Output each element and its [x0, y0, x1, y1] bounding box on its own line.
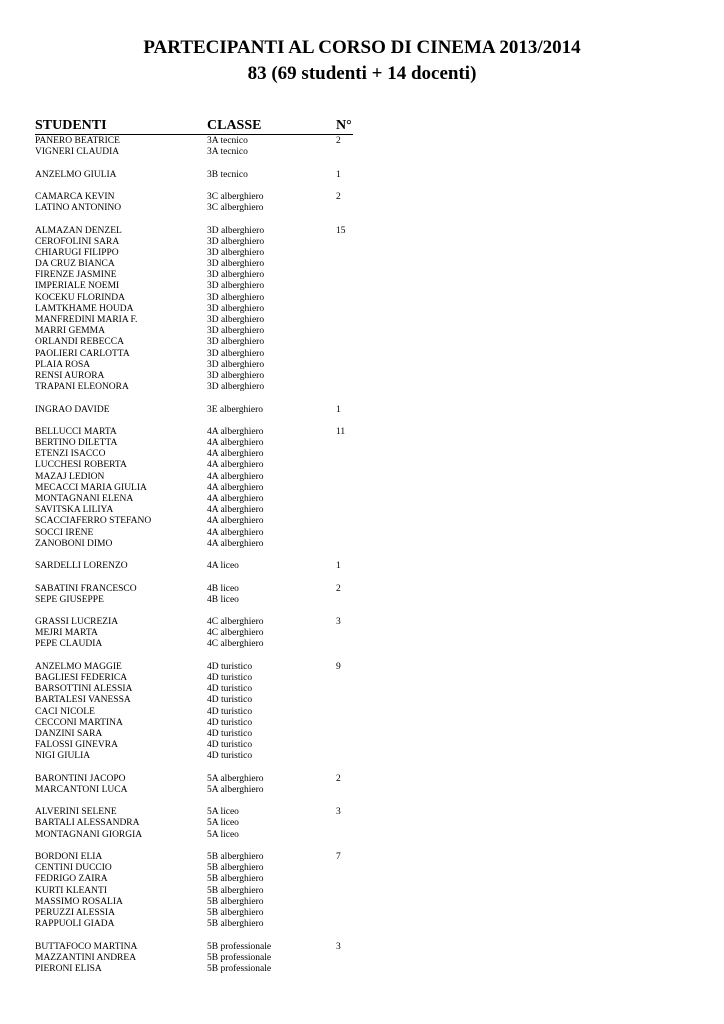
table-row [35, 908, 365, 919]
student-class: 3D alberghiero [207, 348, 265, 359]
class-group [35, 584, 365, 606]
table-row [35, 360, 365, 371]
table-row [35, 237, 365, 248]
student-name: BUTTAFOCO MARTINA [35, 941, 138, 952]
student-class: 4A alberghiero [207, 527, 264, 538]
table-row [35, 259, 365, 270]
group-count: 11 [336, 426, 346, 437]
student-name: SAVITSKA LILIYA [35, 505, 114, 516]
student-class: 4D turistico [207, 673, 253, 683]
student-name: IMPERIALE NOEMI [35, 281, 120, 292]
student-name: MECACCI MARIA GIULIA [35, 482, 147, 493]
table-row [35, 964, 365, 975]
student-class: 4D turistico [207, 684, 253, 695]
student-class: 3A tecnico [207, 136, 248, 146]
student-name: BARTALI ALESSANDRA [35, 818, 140, 829]
table-row [35, 628, 365, 639]
student-name: PERUZZI ALESSIA [35, 907, 115, 918]
student-name: BARONTINI JACOPO [35, 773, 126, 784]
student-name: MARCANTONI LUCA [35, 784, 128, 795]
table-row [35, 729, 365, 740]
student-name: ORLANDI REBECCA [35, 337, 124, 348]
student-name: PAOLIERI CARLOTTA [35, 348, 130, 359]
table-row [35, 170, 365, 181]
student-name: SARDELLI LORENZO [35, 561, 128, 572]
header-classe: CLASSE [207, 118, 262, 133]
student-name: GRASSI LUCREZIA [35, 617, 119, 628]
table-row [35, 371, 365, 382]
table-row [35, 248, 365, 259]
table-row [35, 852, 365, 863]
group-count: 15 [336, 225, 346, 236]
table-row [35, 539, 365, 550]
student-class: 3D alberghiero [207, 326, 265, 337]
table-row [35, 382, 365, 393]
student-name: ETENZI ISACCO [35, 449, 106, 460]
student-name: PANERO BEATRICE [35, 136, 120, 146]
student-name: MEJRI MARTA [35, 628, 98, 639]
student-name: LATINO ANTONINO [35, 203, 122, 214]
student-class: 4D turistico [207, 717, 253, 728]
student-class: 4A alberghiero [207, 516, 264, 527]
class-group [35, 807, 365, 841]
table-row [35, 293, 365, 304]
table-row [35, 863, 365, 874]
class-group [35, 617, 365, 651]
table-row [35, 472, 365, 483]
student-name: MAZZANTINI ANDREA [35, 952, 137, 963]
group-count: 1 [336, 169, 341, 180]
student-class: 5B professionale [207, 941, 272, 952]
table-row [35, 315, 365, 326]
group-count: 3 [336, 807, 341, 818]
table-header [35, 118, 353, 135]
student-name: MAZAJ LEDION [35, 471, 105, 482]
student-name: FEDRIGO ZAIRA [35, 874, 108, 885]
student-name: CECCONI MARTINA [35, 717, 123, 728]
class-group [35, 170, 365, 181]
table-row [35, 785, 365, 796]
header-studenti: STUDENTI [35, 118, 107, 133]
student-name: KOCEKU FLORINDA [35, 292, 125, 303]
student-name: ALVERINI SELENE [35, 807, 117, 818]
student-name: LAMTKHAME HOUDA [35, 303, 134, 314]
table-row [35, 639, 365, 650]
table-row [35, 405, 365, 416]
class-group [35, 226, 365, 394]
student-class: 3D alberghiero [207, 337, 265, 348]
table-row [35, 874, 365, 885]
group-count: 2 [336, 191, 341, 202]
student-class: 3D alberghiero [207, 270, 265, 281]
table-row [35, 147, 365, 158]
student-class: 5A liceo [207, 829, 239, 840]
group-count: 7 [336, 852, 341, 862]
class-group [35, 662, 365, 763]
table-row [35, 304, 365, 315]
student-name: RAPPUOLI GIADA [35, 919, 115, 930]
student-class: 3D alberghiero [207, 259, 265, 270]
student-class: 5B professionale [207, 963, 272, 974]
table-row [35, 203, 365, 214]
student-class: 3D alberghiero [207, 247, 265, 258]
group-count: 2 [336, 773, 341, 784]
table-row [35, 326, 365, 337]
student-class: 5A liceo [207, 807, 239, 818]
table-row [35, 528, 365, 539]
student-class: 4A alberghiero [207, 494, 264, 504]
student-class: 3B tecnico [207, 169, 248, 180]
table-row [35, 337, 365, 348]
student-name: MARRI GEMMA [35, 326, 105, 337]
group-count: 9 [336, 661, 341, 672]
student-class: 3A tecnico [207, 147, 248, 158]
group-count: 3 [336, 941, 341, 952]
student-class: 5B alberghiero [207, 896, 264, 907]
table-row [35, 897, 365, 908]
student-class: 4D turistico [207, 706, 253, 717]
page-title: PARTECIPANTI AL CORSO DI CINEMA 2013/2014 [143, 37, 581, 58]
table-row [35, 449, 365, 460]
student-name: PLAIA ROSA [35, 359, 91, 370]
student-class: 5B alberghiero [207, 919, 264, 930]
student-class: 4C alberghiero [207, 639, 264, 650]
student-class: 4A liceo [207, 561, 239, 572]
student-name: BARTALESI VANESSA [35, 695, 131, 706]
student-name: INGRAO DAVIDE [35, 404, 110, 415]
student-class: 4A alberghiero [207, 538, 264, 549]
student-class: 4D turistico [207, 695, 253, 706]
student-class: 5B alberghiero [207, 907, 264, 918]
student-name: CHIARUGI FILIPPO [35, 247, 119, 258]
student-name: LUCCHESI ROBERTA [35, 460, 127, 471]
group-count: 2 [336, 136, 341, 146]
student-name: MONTAGNANI GIORGIA [35, 829, 143, 840]
table-row [35, 751, 365, 762]
table-row [35, 349, 365, 360]
table-row [35, 595, 365, 606]
class-group [35, 192, 365, 214]
table-row [35, 695, 365, 706]
table-row [35, 707, 365, 718]
student-class: 3D alberghiero [207, 359, 265, 370]
student-name: SABATINI FRANCESCO [35, 583, 137, 594]
student-name: BERTINO DILETTA [35, 438, 118, 449]
class-group [35, 405, 365, 416]
student-name: CENTINI DUCCIO [35, 863, 112, 874]
table-row [35, 226, 365, 237]
student-class: 3D alberghiero [207, 292, 265, 303]
student-name: DA CRUZ BIANCA [35, 259, 115, 270]
student-class: 5A alberghiero [207, 784, 264, 795]
student-name: TRAPANI ELEONORA [35, 382, 129, 393]
student-name: NIGI GIULIA [35, 751, 91, 762]
student-class: 5B alberghiero [207, 852, 264, 862]
student-name: CAMARCA KEVIN [35, 191, 115, 202]
table-row [35, 673, 365, 684]
table-row [35, 830, 365, 841]
student-class: 5B alberghiero [207, 885, 264, 896]
class-group [35, 852, 365, 930]
student-class: 4B liceo [207, 594, 239, 605]
student-class: 3D alberghiero [207, 281, 265, 292]
table-row [35, 818, 365, 829]
student-name: BELLUCCI MARTA [35, 426, 117, 437]
student-name: BARSOTTINI ALESSIA [35, 684, 133, 695]
student-name: ZANOBONI DIMO [35, 538, 113, 549]
student-name: DANZINI SARA [35, 728, 103, 739]
student-class: 5B alberghiero [207, 874, 264, 885]
student-class: 4A alberghiero [207, 505, 264, 516]
student-class: 3D alberghiero [207, 236, 265, 247]
student-class: 5B professionale [207, 952, 272, 963]
table-row [35, 516, 365, 527]
student-class: 4D turistico [207, 661, 253, 672]
table-row [35, 483, 365, 494]
student-name: CEROFOLINI SARA [35, 236, 120, 247]
student-class: 4B liceo [207, 583, 239, 594]
student-class: 4A alberghiero [207, 471, 264, 482]
student-class: 4D turistico [207, 728, 253, 739]
student-name: MASSIMO ROSALIA [35, 896, 123, 907]
table-row [35, 270, 365, 281]
student-class: 4C alberghiero [207, 628, 264, 639]
student-class: 4D turistico [207, 740, 253, 751]
table-row [35, 494, 365, 505]
student-name: ANZELMO GIULIA [35, 169, 117, 180]
student-class: 4A alberghiero [207, 426, 264, 437]
student-name: SCACCIAFERRO STEFANO [35, 516, 152, 527]
student-list [35, 136, 365, 986]
student-class: 4A alberghiero [207, 449, 264, 460]
student-name: MANFREDINI MARIA F. [35, 315, 138, 325]
table-row [35, 584, 365, 595]
student-class: 5A liceo [207, 818, 239, 829]
student-name: PEPE CLAUDIA [35, 639, 103, 650]
group-count: 3 [336, 617, 341, 628]
student-name: KURTI KLEANTI [35, 885, 107, 896]
student-name: BORDONI ELIA [35, 852, 103, 862]
group-count: 2 [336, 583, 341, 594]
student-name: ANZELMO MAGGIE [35, 661, 122, 672]
student-class: 4C alberghiero [207, 617, 264, 628]
student-class: 4D turistico [207, 751, 253, 762]
table-row [35, 942, 365, 953]
student-name: RENSI AURORA [35, 370, 105, 381]
student-name: PIERONI ELISA [35, 963, 102, 974]
table-row [35, 953, 365, 964]
student-class: 5A alberghiero [207, 773, 264, 784]
group-count: 1 [336, 404, 341, 415]
student-class: 4A alberghiero [207, 438, 264, 449]
table-row [35, 718, 365, 729]
student-class: 3E alberghiero [207, 404, 264, 415]
class-group [35, 774, 365, 796]
student-class: 3D alberghiero [207, 225, 265, 236]
table-row [35, 919, 365, 930]
student-class: 4A alberghiero [207, 460, 264, 471]
table-row [35, 740, 365, 751]
student-class: 3D alberghiero [207, 303, 265, 314]
student-name: FALOSSI GINEVRA [35, 740, 118, 751]
table-row [35, 774, 365, 785]
page-subtitle: 83 (69 studenti + 14 docenti) [247, 63, 477, 84]
student-name: SEPE GIUSEPPE [35, 594, 104, 605]
table-row [35, 617, 365, 628]
student-name: MONTAGNANI ELENA [35, 494, 134, 504]
class-group [35, 427, 365, 550]
student-name: FIRENZE JASMINE [35, 270, 117, 281]
table-row [35, 505, 365, 516]
student-name: VIGNERI CLAUDIA [35, 147, 120, 158]
group-count: 1 [336, 561, 341, 572]
table-row [35, 427, 365, 438]
student-name: ALMAZAN DENZEL [35, 225, 122, 236]
table-row [35, 561, 365, 572]
table-row [35, 662, 365, 673]
table-row [35, 136, 365, 147]
class-group [35, 942, 365, 976]
student-name: CACI NICOLE [35, 706, 95, 717]
student-class: 5B alberghiero [207, 863, 264, 874]
table-row [35, 281, 365, 292]
header-count: N° [336, 118, 352, 133]
student-class: 3C alberghiero [207, 203, 264, 214]
table-row [35, 807, 365, 818]
table-row [35, 460, 365, 471]
student-class: 3D alberghiero [207, 315, 265, 325]
table-row [35, 684, 365, 695]
class-group [35, 561, 365, 572]
table-row [35, 886, 365, 897]
student-name: BAGLIESI FEDERICA [35, 673, 128, 683]
student-class: 3D alberghiero [207, 370, 265, 381]
class-group [35, 136, 365, 158]
table-row [35, 438, 365, 449]
student-class: 3D alberghiero [207, 382, 265, 393]
student-class: 3C alberghiero [207, 191, 264, 202]
student-name: SOCCI IRENE [35, 527, 94, 538]
table-row [35, 192, 365, 203]
student-class: 4A alberghiero [207, 482, 264, 493]
